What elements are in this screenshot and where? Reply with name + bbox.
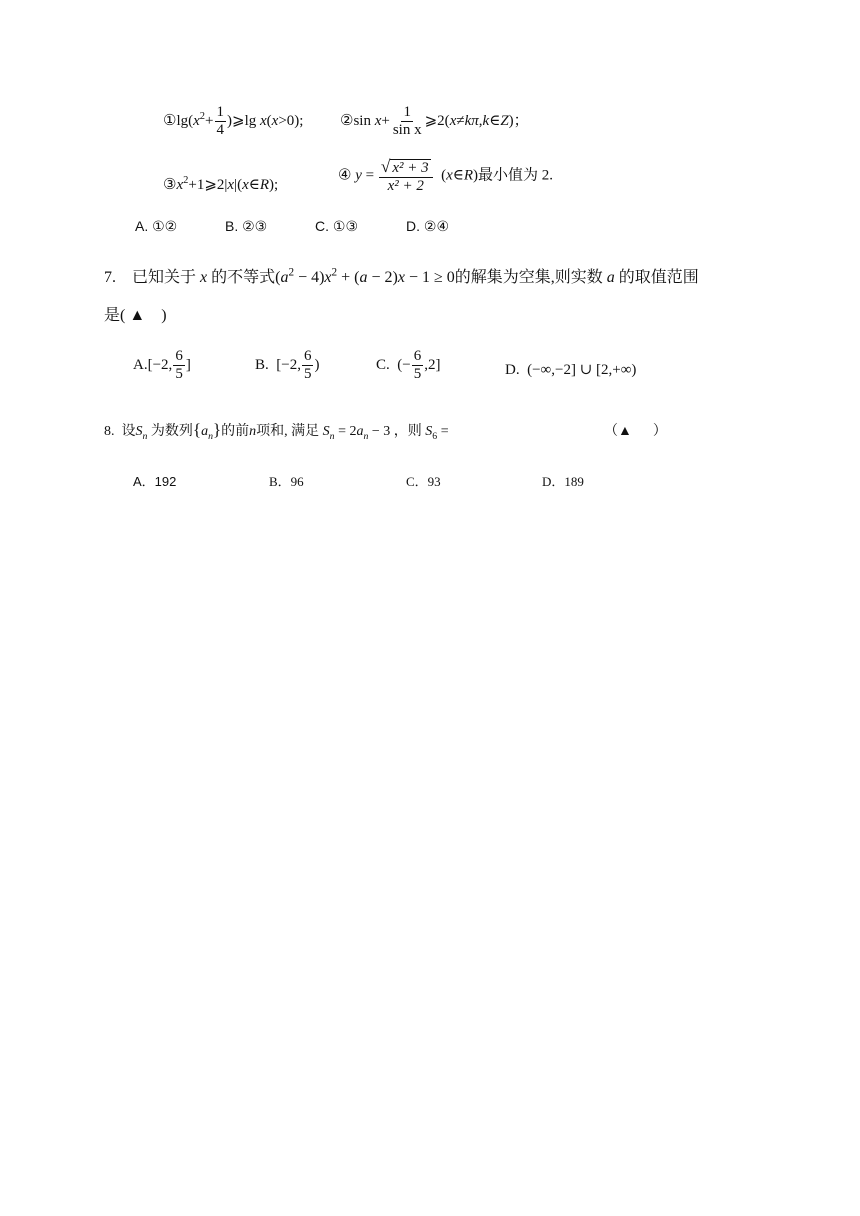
- q6-option-d: D. ②④: [406, 218, 449, 234]
- q7-option-d: D. (−∞,−2] ∪ [2,+∞): [505, 362, 637, 378]
- q8-option-b: B．96: [269, 474, 304, 489]
- q8-answer-slot: （▲ ）: [604, 424, 667, 439]
- fraction: $\frac{6}{5}$: [413, 348, 422, 383]
- q7-option-b: B. [−2, $\frac{6}{5}$ ): [255, 348, 320, 383]
- q6-option-b: B. ②③: [225, 218, 268, 234]
- q6-option-c: C. ①③: [315, 218, 358, 234]
- fraction: √ x² + 3 x² + 2: [379, 157, 433, 196]
- fraction: $\frac{6}{5}$: [303, 348, 312, 383]
- q7-option-a: A.[−2, $\frac{6}{5}$ ]: [133, 348, 191, 383]
- fraction: $\frac{6}{5}$: [175, 348, 183, 383]
- q7-line-1: 7. 已知关于 x 的不等式$(a^2 - 4)x^2 + (a - 2)x - 1 \ge 0$的解集为空集,则实数 a 的取值范围: [104, 266, 699, 286]
- q8-line: 8. 设$S_n$ 为数列$\{a_n\}$的前n项和, 满足 $S_n = 2a_n - 3$ ，则 $S_6$ =: [104, 420, 449, 442]
- q7-line-2: 是( ▲ ): [104, 307, 167, 324]
- q8-option-d: D．189: [542, 474, 584, 489]
- answer-marker: ▲: [618, 424, 632, 439]
- q8-option-c: C．93: [406, 474, 441, 489]
- q6-statement-3: $③x^2+1⩾2|x|(x\in R)$;: [163, 175, 279, 193]
- fraction: $\frac{1}{\text{sin x}}$: [392, 104, 422, 139]
- q7-option-c: C. (− $\frac{6}{5}$ ,2]: [376, 348, 441, 383]
- q6-statement-4: ④ y = √ x² + 3 x² + 2 (x∈R)最小值为 2.: [338, 157, 554, 195]
- fraction: $\frac{1}{4}$: [216, 104, 225, 139]
- q6-option-a: A. ①②: [135, 218, 178, 234]
- q8-option-a: A．192: [133, 474, 177, 489]
- q6-statement-2: ②sin x+ $\frac{1}{\text{sin x}}$ ⩾2(x≠kπ,k∈Z)；: [340, 104, 529, 139]
- answer-marker: ▲: [129, 307, 146, 324]
- question-number: 8.: [104, 424, 115, 439]
- q6-statement-1: $①\lg(x^2+$ $\frac{1}{4}$ )⩾lg x(x>0);: [163, 104, 304, 139]
- question-number: 7.: [104, 269, 116, 286]
